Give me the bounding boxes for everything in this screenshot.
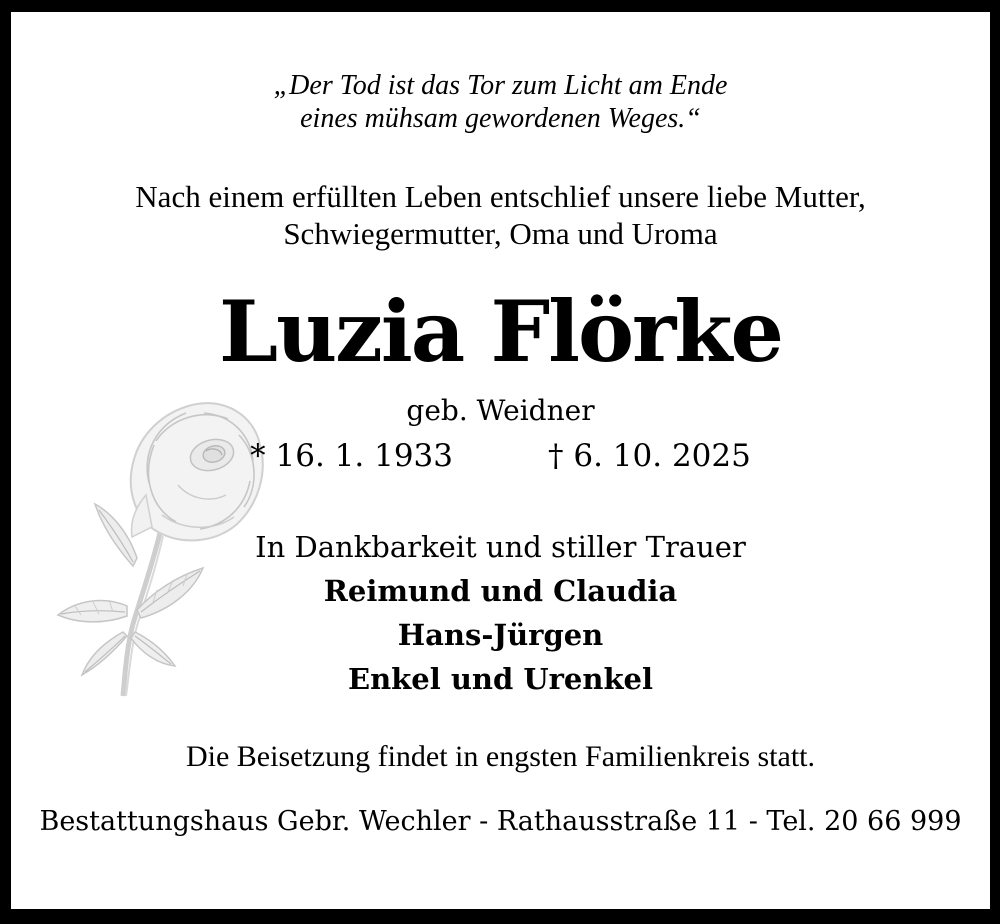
intro-line-2: Schwiegermutter, Oma und Uroma: [283, 216, 718, 251]
intro-text: [11, 178, 990, 252]
quote-line-1: „Der Tod ist das Tor zum Licht am Ende: [273, 70, 728, 101]
death-date: † 6. 10. 2025: [548, 438, 751, 474]
birth-date: * 16. 1. 1933: [250, 438, 453, 474]
mourner-line: Enkel und Urenkel: [347, 662, 654, 696]
funeral-home-line: Bestattungshaus Gebr. Wechler - Rathausstraße 11 - Tel. 20 66 999: [39, 806, 962, 837]
deceased-name: Luzia Flörke: [219, 282, 782, 381]
intro-line-1: Nach einem erfüllten Leben entschlief unsere liebe Mutter,: [135, 179, 866, 214]
maiden-name: geb. Weidner: [406, 394, 595, 427]
mourning-intro: In Dankbarkeit und stiller Trauer: [255, 530, 746, 564]
quote-line-2: eines mühsam gewordenen Weges.“: [300, 103, 701, 134]
obituary-card: [11, 12, 990, 909]
life-dates: [11, 439, 990, 474]
opening-quote: [11, 69, 990, 135]
funeral-note: Die Beisetzung findet in engsten Familienkreis statt.: [185, 740, 816, 773]
mourner-line: Hans-Jürgen: [397, 618, 604, 652]
mourner-line: Reimund und Claudia: [323, 574, 678, 608]
mourners-list: [11, 569, 990, 701]
